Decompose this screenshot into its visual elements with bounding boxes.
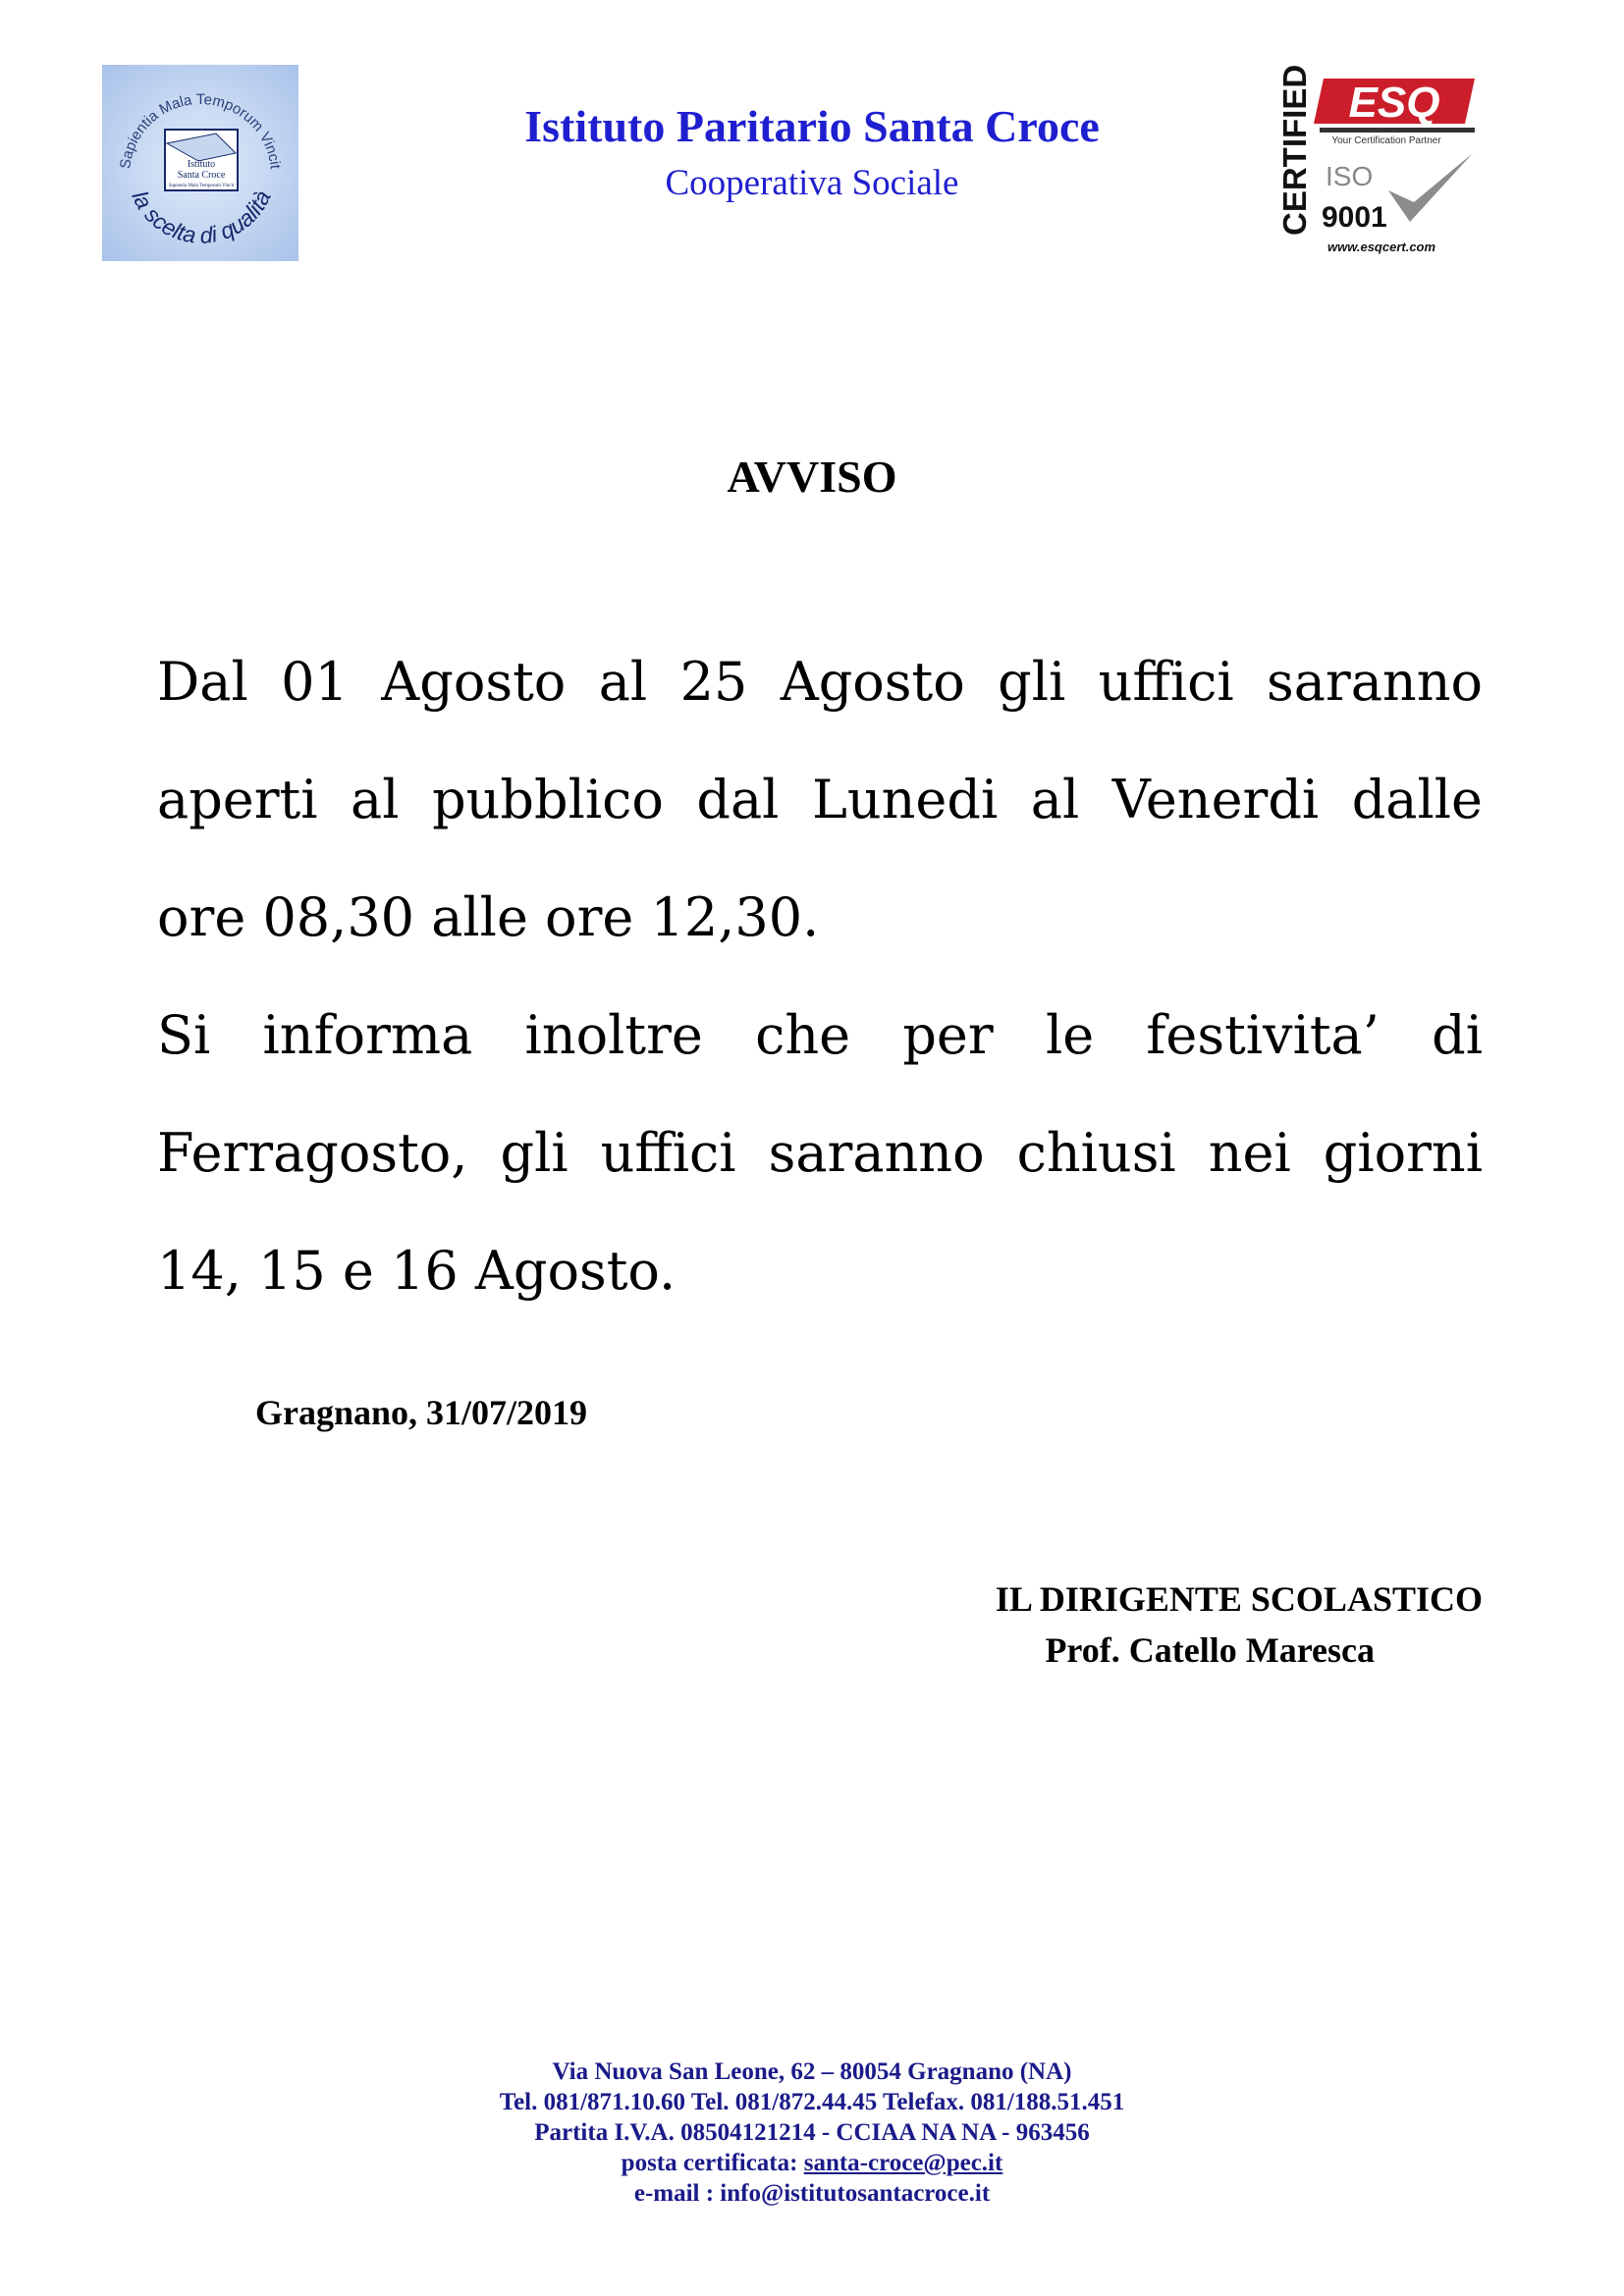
esq-tagline: Your Certification Partner	[1331, 135, 1441, 146]
notice-line: Dal 01 Agosto al 25 Agosto gli uffici saranno	[157, 651, 1483, 713]
footer-address: Via Nuova San Leone, 62 – 80054 Gragnano (NA)	[552, 2058, 1072, 2085]
logo-inner-subtitle: Santa Croce	[177, 170, 226, 181]
signature-name: Prof. Catello Maresca	[1045, 1630, 1375, 1670]
footer-pec-label: posta certificata:	[621, 2150, 804, 2176]
cooperative-name: Cooperativa Sociale	[665, 163, 959, 203]
footer-contacts	[0, 2056, 1624, 2209]
notice-body	[157, 623, 1483, 1330]
notice-line: aperti al pubblico dal Lunedi al Venerdi dalle	[157, 769, 1483, 830]
footer-email: e-mail : info@istitutosantacroce.it	[633, 2180, 991, 2207]
footer-phones: Tel. 081/871.10.60 Tel. 081/872.44.45 Telefax. 081/188.51.451	[499, 2089, 1125, 2115]
iso-certification-logo	[1271, 63, 1485, 263]
esq-website: www.esqcert.com	[1327, 240, 1436, 254]
pec-email-link[interactable]: santa-croce@pec.it	[803, 2150, 1003, 2176]
esq-brand: ESQ	[1348, 79, 1440, 127]
certified-vertical-text: CERTIFIED	[1276, 64, 1313, 236]
logo-inner-motto: Sapientia Mala Temporum Vincit	[168, 184, 235, 188]
place-date: Gragnano, 31/07/2019	[255, 1393, 588, 1432]
logo-slogan: la scelta di qualità	[127, 186, 276, 248]
logo-motto-ring: Sapientia Mala Temporum Vincit	[117, 90, 284, 171]
notice-line: ore 08,30 alle ore 12,30.	[157, 886, 820, 948]
notice-line: Ferragosto, gli uffici saranno chiusi nei giorni	[157, 1122, 1483, 1184]
notice-line: 14, 15 e 16 Agosto.	[157, 1240, 677, 1302]
iso-number: 9001	[1322, 201, 1387, 234]
notice-line: Si informa inoltre che per le festivita’ di	[157, 1004, 1483, 1066]
institute-name: Istituto Paritario Santa Croce	[524, 101, 1100, 151]
iso-label: ISO	[1326, 161, 1374, 191]
logo-inner-title: Istituto	[187, 159, 216, 170]
footer-pec	[0, 2148, 1624, 2178]
footer-vat: Partita I.V.A. 08504121214 - CCIAA NA NA - 963456	[534, 2119, 1090, 2146]
signature-role: IL DIRIGENTE SCOLASTICO	[995, 1579, 1483, 1619]
notice-title: AVVISO	[727, 452, 897, 502]
